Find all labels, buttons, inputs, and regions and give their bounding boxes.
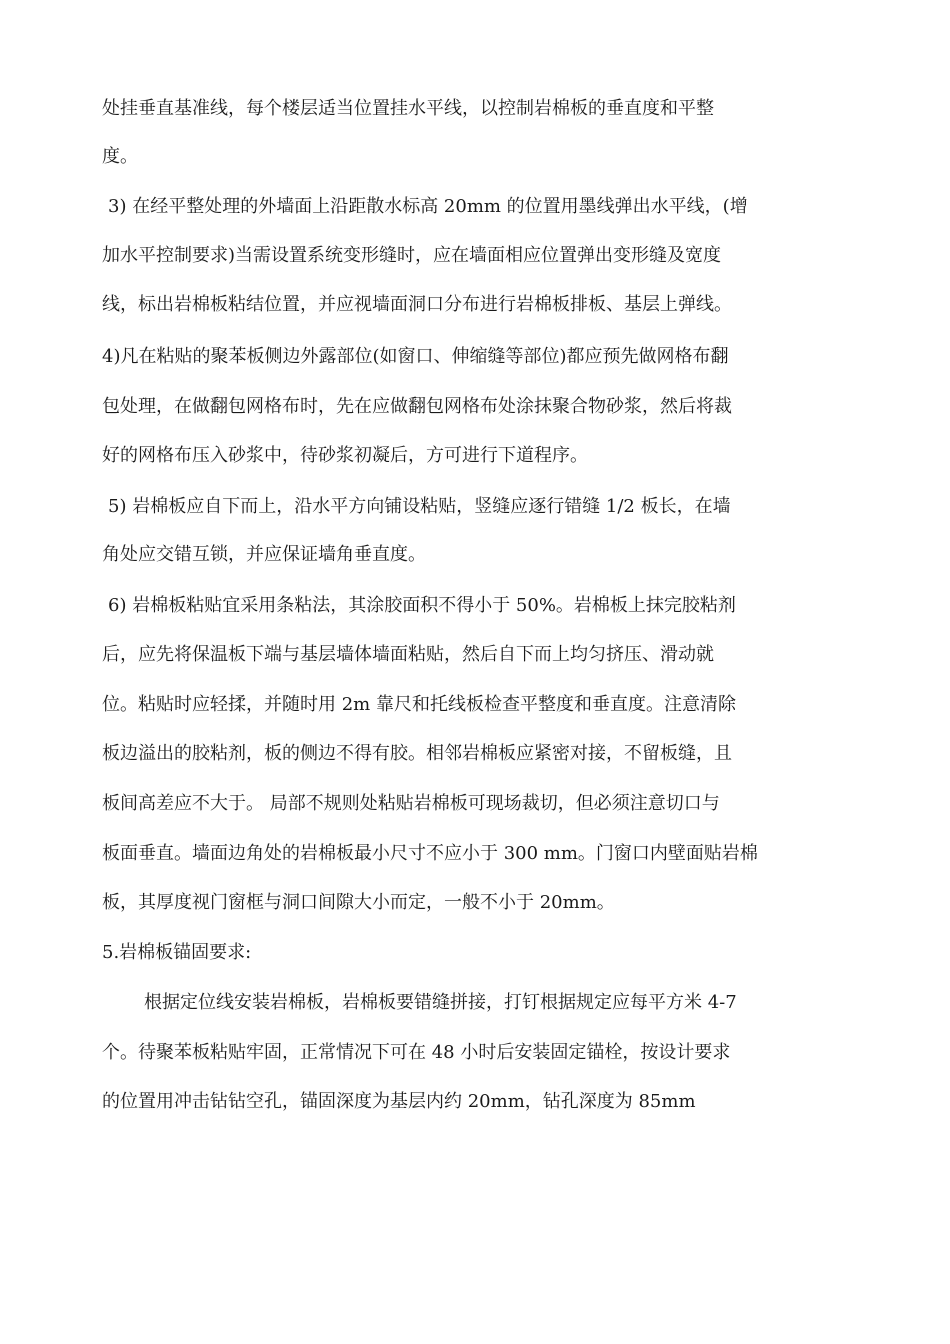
text-line: 度。 [102, 146, 138, 167]
text-line: 板，其厚度视门窗框与洞口间隙大小而定，一般不小于 20mm。 [102, 892, 615, 913]
text-line: 板边溢出的胶粘剂，板的侧边不得有胶。相邻岩棉板应紧密对接，不留板缝，且 [102, 743, 732, 764]
section-heading: 5.岩棉板锚固要求: [102, 942, 252, 963]
text-line: 5) 岩棉板应自下而上，沿水平方向铺设粘贴，竖缝应逐行错缝 1/2 板长，在墙 [108, 496, 731, 517]
text-line: 位。粘贴时应轻揉，并随时用 2m 靠尺和托线板检查平整度和垂直度。注意清除 [102, 694, 736, 715]
text-line: 线，标出岩棉板粘结位置，并应视墙面洞口分布进行岩棉板排板、基层上弹线。 [102, 294, 732, 315]
text-line: 的位置用冲击钻钻空孔，锚固深度为基层内约 20mm，钻孔深度为 85mm [102, 1091, 696, 1112]
text-line: 6) 岩棉板粘贴宜采用条粘法，其涂胶面积不得小于 50%。岩棉板上抹完胶粘剂 [108, 595, 736, 616]
text-line: 包处理，在做翻包网格布时，先在应做翻包网格布处涂抹聚合物砂浆，然后将裁 [102, 396, 732, 417]
text-line: 处挂垂直基准线，每个楼层适当位置挂水平线，以控制岩棉板的垂直度和平整 [102, 98, 714, 119]
text-line: 好的网格布压入砂浆中，待砂浆初凝后，方可进行下道程序。 [102, 445, 588, 466]
text-line: 板面垂直。墙面边角处的岩棉板最小尺寸不应小于 300 mm。门窗口内壁面贴岩棉 [102, 843, 758, 864]
text-line: 4)凡在粘贴的聚苯板侧边外露部位(如窗口、伸缩缝等部位)都应预先做网格布翻 [102, 346, 729, 367]
text-line: 后，应先将保温板下端与基层墙体墙面粘贴，然后自下而上均匀挤压、滑动就 [102, 644, 714, 665]
text-line: 板间高差应不大于。 局部不规则处粘贴岩棉板可现场裁切，但必须注意切口与 [102, 793, 720, 814]
text-line: 3) 在经平整处理的外墙面上沿距散水标高 20mm 的位置用墨线弹出水平线，(增 [108, 196, 748, 217]
text-line: 根据定位线安装岩棉板，岩棉板要错缝拼接，打钉根据规定应每平方米 4-7 [144, 992, 737, 1013]
text-line: 角处应交错互锁，并应保证墙角垂直度。 [102, 544, 426, 565]
text-line: 加水平控制要求)当需设置系统变形缝时，应在墙面相应位置弹出变形缝及宽度 [102, 245, 722, 266]
text-line: 个。待聚苯板粘贴牢固，正常情况下可在 48 小时后安装固定锚栓，按设计要求 [102, 1042, 731, 1063]
